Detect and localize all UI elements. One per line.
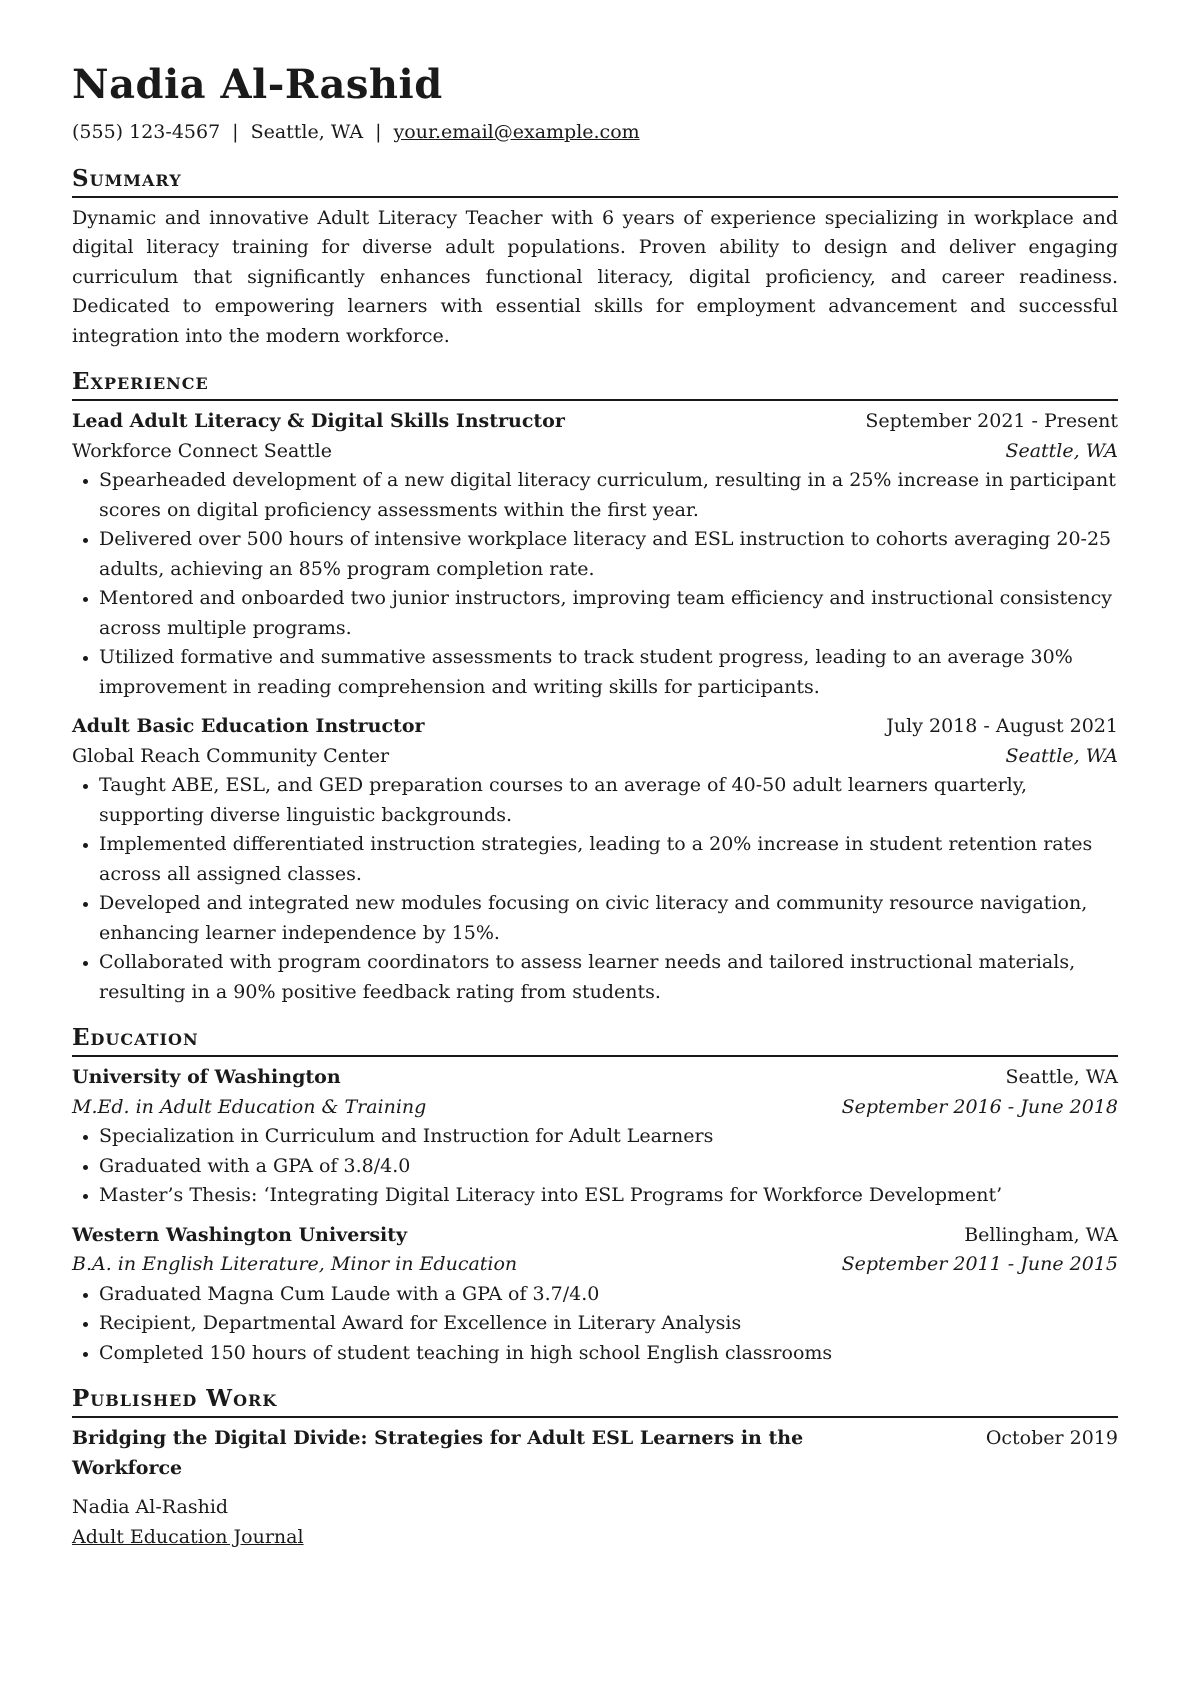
bullet-item: • Recipient, Departmental Award for Excellence in Literary Analysis (99, 1309, 1118, 1339)
education-entry (72, 1221, 1118, 1369)
bullet-item: • Taught ABE, ESL, and GED preparation courses to an average of 40-50 adult learners quarterly, supporting diverse linguistic backgrounds. (99, 771, 1118, 830)
contact-separator: | (375, 121, 382, 143)
school-name: Western Washington University (72, 1223, 408, 1246)
location: Seattle, WA (250, 121, 364, 143)
email-link[interactable]: your.email@example.com (393, 121, 640, 143)
education-dates: September 2016 - June 2018 (841, 1095, 1118, 1118)
contact-line (72, 118, 1118, 148)
job-organization: Global Reach Community Center (72, 744, 390, 767)
candidate-name: Nadia Al-Rashid (72, 61, 443, 108)
job-dates: September 2021 - Present (865, 410, 1118, 432)
bullet-item: • Implemented differentiated instruction strategies, leading to a 20% increase in student retention rates across all assigned classes. (99, 830, 1118, 889)
job-organization: Workforce Connect Seattle (72, 439, 332, 462)
summary-text: Dynamic and innovative Adult Literacy Teacher with 6 years of experience specializing in workplace and digital literacy training for diverse adult populations. Proven ability to design and deliver engaging curriculum that significantly enhances functional literacy, digital proficiency, and career readiness. Dedicated to empowering learners with essential skills for employment advancement and successful integration into the modern workforce. (72, 206, 1118, 347)
experience-heading: Experience (72, 367, 1118, 401)
bullet-item: • Graduated Magna Cum Laude with a GPA of 3.7/4.0 (99, 1280, 1118, 1310)
education-bullets (72, 1280, 1118, 1369)
publication-entry (72, 1424, 1118, 1552)
phone-number: (555) 123-4567 (72, 121, 221, 143)
contact-separator: | (232, 121, 239, 143)
degree: B.A. in English Literature, Minor in Education (72, 1253, 518, 1275)
job-title: Adult Basic Education Instructor (72, 715, 425, 737)
published-heading: Published Work (72, 1384, 1118, 1418)
bullet-item: • Collaborated with program coordinators to assess learner needs and tailored instructional materials, resulting in a 90% positive feedback rating from students. (99, 948, 1118, 1007)
degree: M.Ed. in Adult Education & Training (72, 1095, 427, 1118)
bullet-item: • Spearheaded development of a new digital literacy curriculum, resulting in a 25% increase in participant scores on digital proficiency assessments within the first year. (99, 466, 1118, 525)
bullet-item: • Utilized formative and summative assessments to track student progress, leading to an average 30% improvement in reading comprehension and writing skills for participants. (99, 643, 1118, 702)
publication-author: Nadia Al-Rashid (72, 1496, 229, 1518)
job-location: Seattle, WA (1005, 439, 1118, 462)
school-name: University of Washington (72, 1066, 341, 1088)
publication-date: October 2019 (985, 1427, 1118, 1449)
bullet-item: • Mentored and onboarded two junior instructors, improving team efficiency and instructional consistency across multiple programs. (99, 584, 1118, 643)
bullet-item: • Master’s Thesis: ‘Integrating Digital Literacy into ESL Programs for Workforce Development’ (99, 1181, 1118, 1211)
education-bullets (72, 1122, 1118, 1211)
education-dates: September 2011 - June 2015 (841, 1253, 1118, 1275)
school-location: Seattle, WA (1005, 1066, 1118, 1088)
job-dates: July 2018 - August 2021 (886, 715, 1118, 737)
education-entry (72, 1063, 1118, 1211)
bullet-item: • Completed 150 hours of student teaching in high school English classrooms (99, 1339, 1118, 1369)
job-bullets (72, 771, 1118, 1007)
job-entry (72, 407, 1118, 702)
publication-venue-link[interactable]: Adult Education Journal (72, 1525, 304, 1548)
bullet-item: • Graduated with a GPA of 3.8/4.0 (99, 1152, 1118, 1182)
bullet-item: • Specialization in Curriculum and Instruction for Adult Learners (99, 1122, 1118, 1152)
job-bullets (72, 466, 1118, 702)
bullet-item: • Developed and integrated new modules focusing on civic literacy and community resource navigation, enhancing learner independence by 15%. (99, 889, 1118, 948)
publication-title: Bridging the Digital Divide: Strategies for Adult ESL Learners in the Workforce (72, 1427, 804, 1479)
summary-heading: Summary (72, 164, 1118, 198)
school-location: Bellingham, WA (964, 1223, 1118, 1246)
education-heading: Education (72, 1023, 1118, 1057)
bullet-item: • Delivered over 500 hours of intensive workplace literacy and ESL instruction to cohorts averaging 20-25 adults, achieving an 85% program completion rate. (99, 525, 1118, 584)
job-title: Lead Adult Literacy & Digital Skills Instructor (72, 410, 565, 432)
job-entry (72, 712, 1118, 1007)
job-location: Seattle, WA (1005, 744, 1118, 767)
